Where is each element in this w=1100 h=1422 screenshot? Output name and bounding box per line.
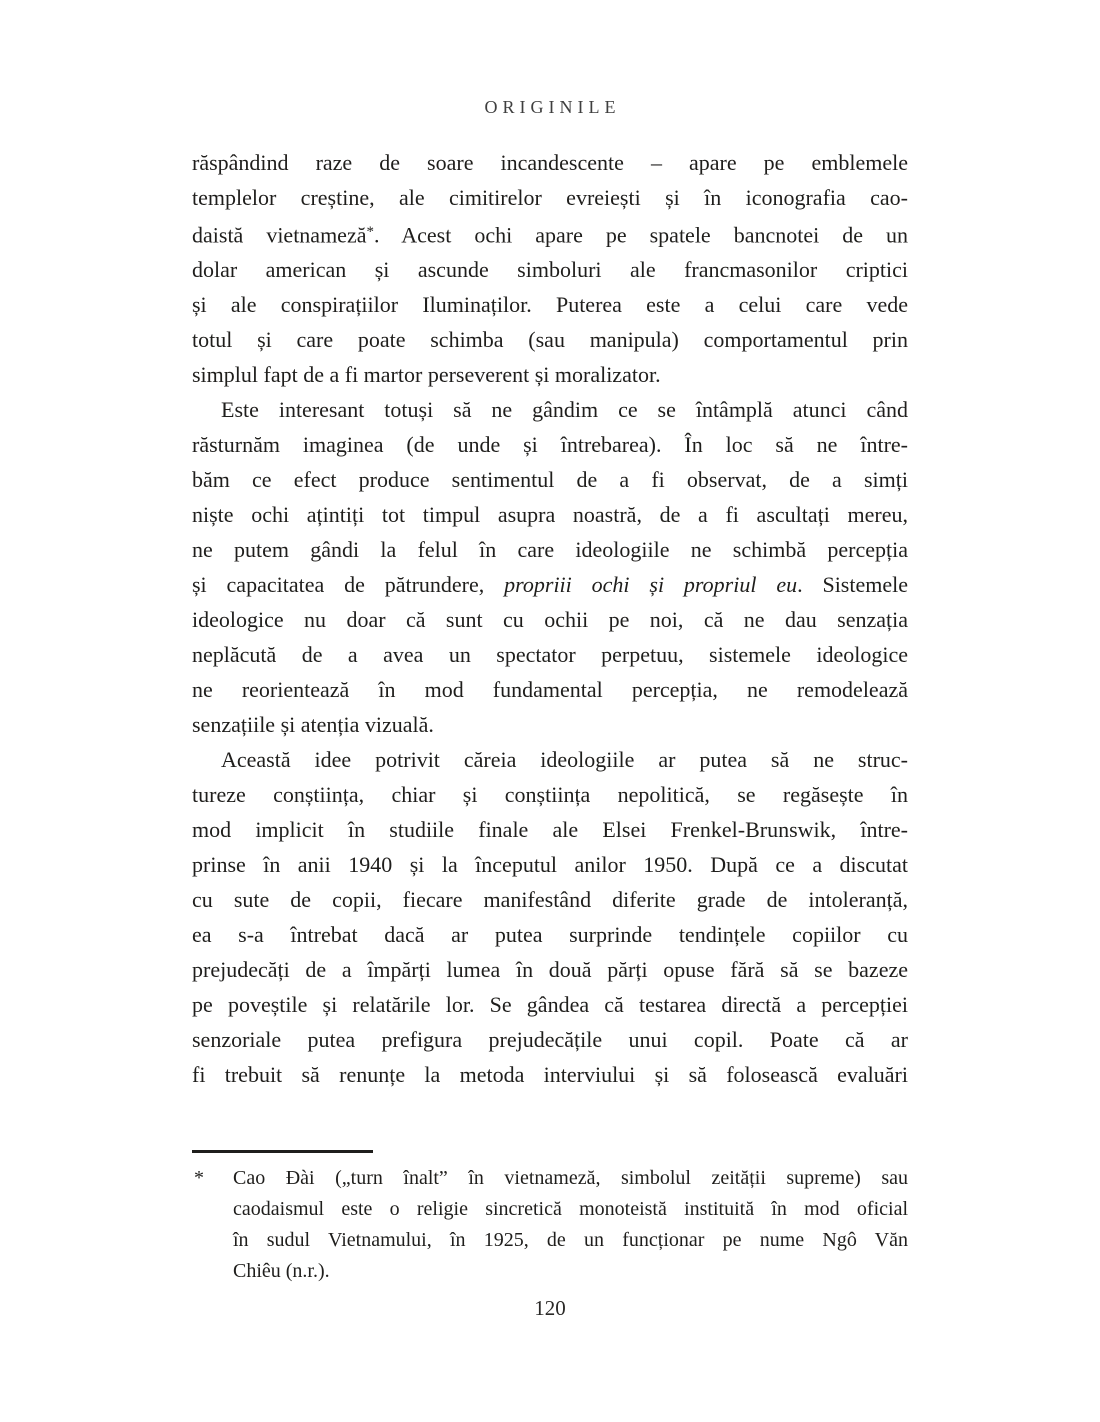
text-line: răsturnăm imaginea (de unde și întrebarea). În loc să ne între- bbox=[192, 432, 908, 458]
footnote-line: caodaismul este o religie sincretică monoteistă instituită în mod oficial bbox=[233, 1198, 908, 1220]
text-line: răspândind raze de soare incandescente – apare pe emblemele bbox=[192, 150, 908, 175]
text-line: simplul fapt de a fi martor perseverent și moralizator. bbox=[192, 362, 661, 388]
text-line: prejudecăți de a împărți lumea în două părți opuse fără să se bazeze bbox=[192, 957, 908, 983]
footnote-line: în sudul Vietnamului, în 1925, de un funcționar pe nume Ngô Văn bbox=[233, 1229, 908, 1251]
italic-phrase: propriii ochi și propriul eu bbox=[504, 572, 798, 598]
text-line: ne putem gândi la felul în care ideologiile ne schimbă percepția bbox=[192, 537, 908, 563]
footnote-ref-asterisk: * bbox=[366, 224, 374, 240]
text-line: templelor creștine, ale cimitirelor evreiești și în iconografia cao- bbox=[192, 185, 908, 210]
text-line: totul și care poate schimba (sau manipula) comportamentul prin bbox=[192, 327, 908, 353]
body-text bbox=[192, 145, 908, 1092]
text-line: și capacitatea de pătrundere, propriii ochi și propriul eu. Sistemele bbox=[192, 572, 908, 598]
text-line: Este interesant totuși să ne gândim ce se întâmplă atunci când bbox=[221, 397, 908, 423]
text-line: mod implicit în studiile finale ale Elsei Frenkel-Brunswik, între- bbox=[192, 817, 908, 843]
text-line: pe poveștile și relatările lor. Se gândea că testarea directă a percepției bbox=[192, 992, 908, 1018]
text-line: ea s-a întrebat dacă ar putea surprinde tendințele copiilor cu bbox=[192, 922, 908, 948]
paragraph bbox=[192, 742, 908, 1092]
text-line: dolar american și ascunde simboluri ale francmasonilor criptici bbox=[192, 257, 908, 283]
text-line: băm ce efect produce sentimentul de a fi observat, de a simți bbox=[192, 467, 908, 493]
text-line: neplăcută de a avea un spectator perpetuu, sistemele ideologice bbox=[192, 642, 908, 668]
text-line: fi trebuit să renunțe la metoda interviului și să folosească evaluări bbox=[192, 1062, 908, 1088]
text-line: senzațiile și atenția vizuală. bbox=[192, 712, 434, 738]
text-line: senzoriale putea prefigura prejudecățile unui copil. Poate că ar bbox=[192, 1027, 908, 1053]
footnote bbox=[192, 1163, 908, 1287]
text-line: daistă vietnameză*. Acest ochi apare pe spatele bancnotei de un bbox=[192, 222, 908, 248]
footnote-rule bbox=[192, 1150, 373, 1153]
text-line: tureze conștiința, chiar și conștiința nepolitică, se regăsește în bbox=[192, 782, 908, 808]
text-line: prinse în anii 1940 și la începutul anilor 1950. După ce a discutat bbox=[192, 852, 908, 878]
text-line: Această idee potrivit căreia ideologiile ar putea să ne struc- bbox=[221, 747, 908, 773]
footnote-lines bbox=[233, 1163, 908, 1287]
text-line: ne reorientează în mod fundamental percepția, ne remodelează bbox=[192, 677, 908, 703]
paragraph bbox=[192, 392, 908, 742]
footnote-line: Chiêu (n.r.). bbox=[233, 1260, 330, 1282]
footnote-marker: * bbox=[194, 1167, 204, 1189]
running-header: ORIGINILE bbox=[484, 97, 621, 117]
text-line: cu sute de copii, fiecare manifestând diferite grade de intoleranță, bbox=[192, 887, 908, 913]
text-line: și ale conspirațiilor Iluminaților. Puterea este a celui care vede bbox=[192, 292, 908, 318]
paragraph bbox=[192, 145, 908, 392]
footnote-line: Cao Đài („turn înalt” în vietnameză, simbolul zeității supreme) sau bbox=[233, 1167, 908, 1189]
page-number: 120 bbox=[534, 1296, 566, 1320]
text-line: ideologice nu doar că sunt cu ochii pe noi, că ne dau senzația bbox=[192, 607, 908, 633]
text-line: niște ochi ațintiți tot timpul asupra noastră, de a fi ascultați mereu, bbox=[192, 502, 908, 528]
